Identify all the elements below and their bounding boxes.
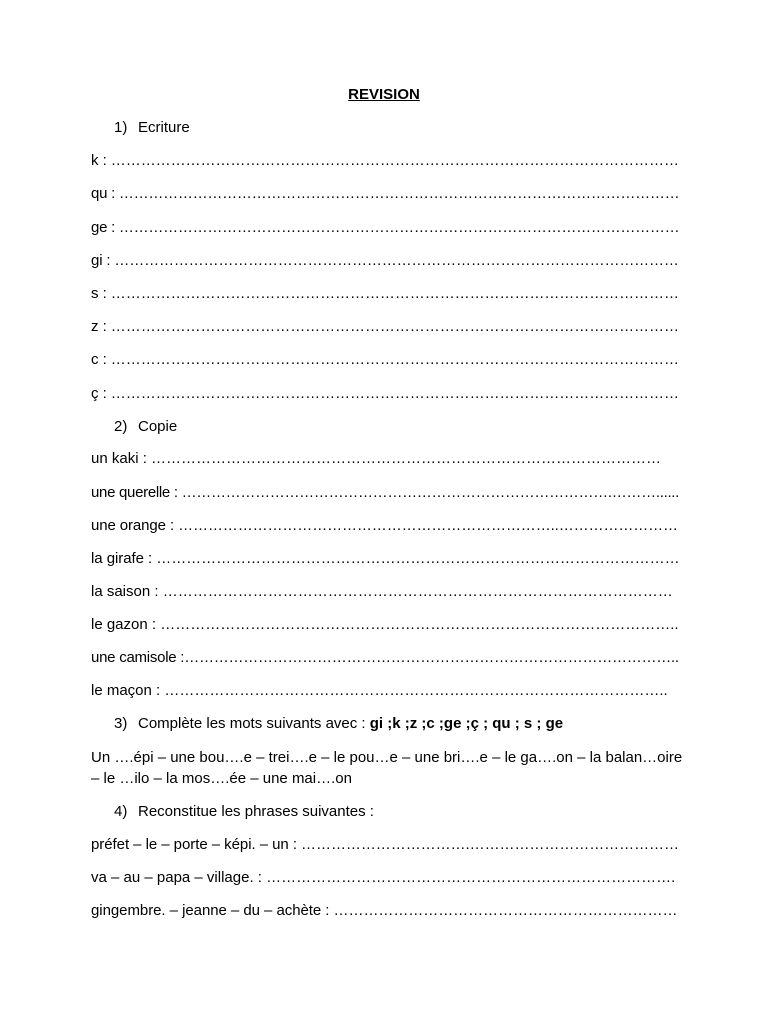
- section-heading-copie: [114, 418, 177, 436]
- writing-line-s: s : ……………………………………………………………………………………………………: [91, 285, 679, 302]
- exercise-line: Un ….épi – une bou….e – trei….e – le pou…e – une bri….e – le ga….on – la balan…oire: [91, 749, 683, 766]
- writing-line-gi: gi : ……………………………………………………………………………………………………: [91, 252, 679, 269]
- copy-line-orange: une orange : …………………………………………………………………..……………………: [91, 517, 678, 534]
- letter-list: gi ;k ;z ;c ;ge ;ç ; qu ; s ; ge: [369, 715, 564, 732]
- sentence-line-papa: va – au – papa – village. : ……………………………………………………………………….: [91, 869, 676, 886]
- sentence-line-prefet: préfet – le – porte – képi. – un : …………………………….……………………………………: [91, 836, 679, 853]
- sentence-line-gingembre: gingembre. – jeanne – du – achète : ……………………………………………………………: [91, 902, 678, 919]
- copy-line-macon: le maçon : ………………………………………………………………………………………..: [91, 682, 668, 699]
- copy-line-camisole: une camisole :………………………………………………………………………………………..: [91, 649, 679, 666]
- copy-line-querelle: une querelle : …………………………………………………………………………….………......: [91, 484, 680, 501]
- section-label: Ecriture: [138, 119, 190, 136]
- writing-line-c: c : ……………………………………………………………………………………………………: [91, 351, 679, 368]
- section-heading-ecriture: [114, 119, 190, 137]
- copy-line-saison: la saison : …………………………………………………………………………………………: [91, 583, 673, 600]
- section-label: Copie: [138, 418, 178, 435]
- writing-line-c-cedilla: ç : ……………………………………………………………………………………………………: [91, 385, 679, 402]
- section-number: 2): [114, 418, 128, 435]
- section-number: 3): [114, 715, 128, 732]
- writing-line-k: k : ……………………………………………………………………………………………………: [91, 152, 679, 169]
- copy-line-gazon: le gazon : …………………………………………………………………………………………..: [91, 616, 679, 633]
- section-number: 4): [114, 803, 128, 820]
- section-heading-reconstitue: [114, 803, 374, 821]
- page-title: REVISION: [348, 86, 420, 103]
- copy-line-girafe: la girafe : ……………………………………………………………………………………………: [91, 550, 680, 567]
- section-number: 1): [114, 119, 128, 136]
- fill-in-exercise: [91, 747, 686, 789]
- exercise-line: – le …ilo – la mos….ée – une mai….on: [91, 770, 352, 787]
- writing-line-z: z : ……………………………………………………………………………………………………: [91, 318, 679, 335]
- section-label: Complète les mots suivants avec :: [138, 715, 370, 732]
- section-heading-complete: [114, 715, 563, 733]
- writing-line-qu: qu : ……………………………………………………………………………………………………: [91, 185, 680, 202]
- writing-line-ge: ge : ……………………………………………………………………………………………………: [91, 219, 680, 236]
- section-label: Reconstitue les phrases suivantes :: [138, 803, 374, 820]
- copy-line-kaki: un kaki : …………………………………………………………………………………………: [91, 450, 662, 467]
